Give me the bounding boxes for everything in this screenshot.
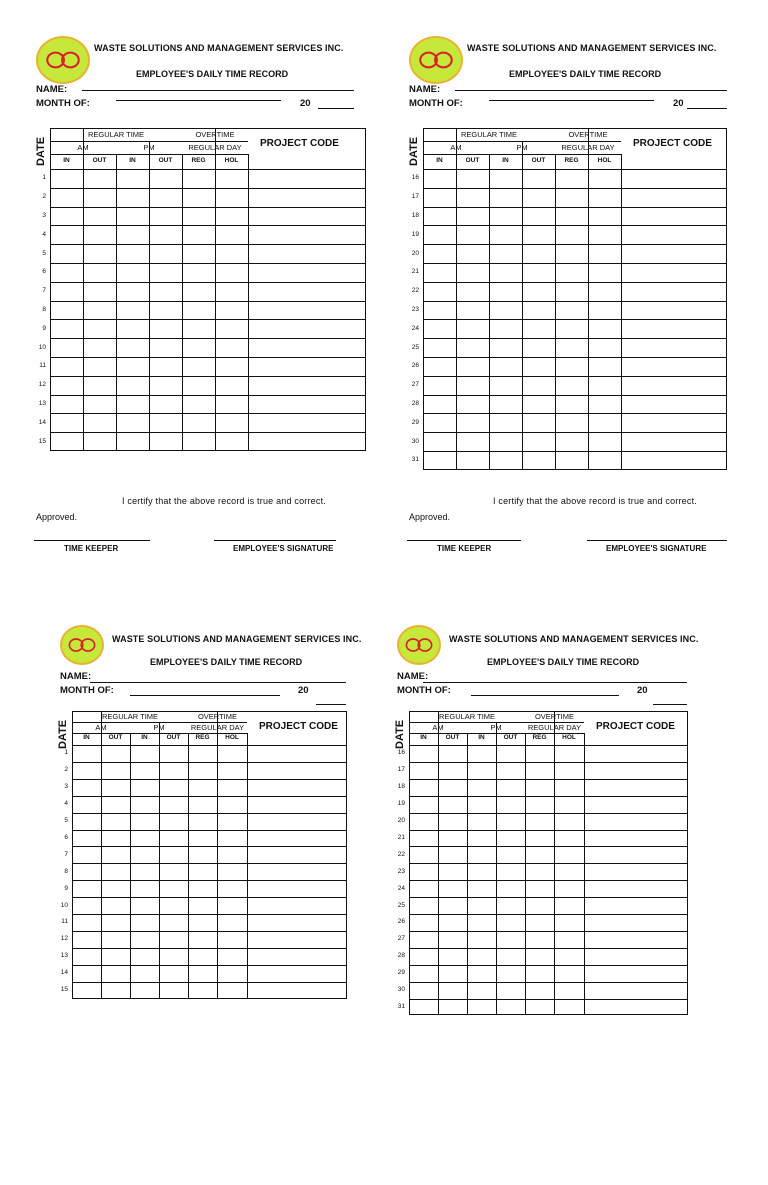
infinity-loops-icon	[62, 627, 102, 663]
employee-signature-label: EMPLOYEE'S SIGNATURE	[233, 544, 334, 553]
table-row-line	[50, 395, 366, 396]
company-name: WASTE SOLUTIONS AND MANAGEMENT SERVICES INC.	[449, 634, 699, 644]
day-number: 2	[42, 193, 46, 201]
year-prefix: 20	[298, 685, 309, 696]
form-title: EMPLOYEE'S DAILY TIME RECORD	[136, 69, 289, 79]
day-number: 19	[397, 800, 405, 808]
day-number: 25	[411, 343, 419, 351]
name-field[interactable]	[90, 682, 346, 683]
grid-column-line	[555, 154, 556, 470]
company-logo	[409, 36, 463, 84]
day-number: 3	[64, 783, 68, 791]
project-code-header: PROJECT CODE	[259, 721, 338, 732]
day-number: 28	[397, 952, 405, 960]
day-number: 18	[411, 212, 419, 219]
day-number: 6	[42, 268, 46, 276]
grid-column-line	[489, 154, 490, 470]
day-number: 8	[42, 306, 46, 313]
table-row-line	[72, 779, 347, 780]
month-label: MONTH OF:	[60, 685, 114, 696]
day-number: 30	[411, 437, 419, 445]
table-row-line	[50, 244, 366, 245]
pm-in-header: IN	[478, 734, 485, 741]
date-column-label: DATE	[57, 719, 69, 749]
am-out-header: OUT	[108, 734, 123, 741]
table-row-line	[50, 413, 366, 414]
name-label: NAME:	[36, 84, 68, 95]
project-code-header: PROJECT CODE	[596, 721, 675, 732]
time-grid	[50, 128, 366, 451]
regular-day-header: REGULAR DAY	[190, 722, 245, 732]
pm-out-header: OUT	[503, 734, 518, 741]
company-name: WASTE SOLUTIONS AND MANAGEMENT SERVICES INC.	[112, 634, 362, 644]
year-field[interactable]	[653, 704, 687, 705]
certification-statement: I certify that the above record is true and correct.	[122, 496, 326, 506]
certification-statement: I certify that the above record is true and correct.	[493, 496, 697, 506]
name-label: NAME:	[397, 671, 429, 682]
table-row-line	[72, 863, 347, 864]
pm-header: PM	[516, 142, 528, 152]
table-row-line	[423, 301, 727, 302]
time-record-card	[57, 625, 362, 1185]
grid-column-line	[188, 733, 189, 999]
table-row-line	[409, 846, 688, 847]
day-number: 10	[38, 343, 46, 351]
day-number: 20	[411, 249, 419, 257]
am-out-header: OUT	[445, 734, 460, 741]
overtime-header: OVERTIME	[195, 129, 235, 139]
am-header: AM	[450, 142, 462, 152]
day-number: 13	[38, 400, 46, 407]
day-number: 7	[64, 850, 68, 858]
am-header: AM	[77, 142, 89, 152]
table-row-line	[409, 982, 688, 983]
header-line	[423, 141, 621, 142]
table-row-line	[423, 338, 727, 339]
day-number: 17	[411, 193, 419, 201]
time-record-card	[394, 625, 699, 1185]
table-row-line	[409, 880, 688, 881]
regular-time-header: REGULAR TIME	[87, 129, 145, 139]
day-number: 26	[397, 918, 405, 926]
date-column-label: DATE	[35, 136, 47, 166]
table-row-line	[72, 965, 347, 966]
table-row-line	[72, 813, 347, 814]
regular-day-header: REGULAR DAY	[188, 142, 242, 152]
table-row-line	[409, 863, 688, 864]
day-number: 5	[42, 249, 46, 257]
project-code-header: PROJECT CODE	[633, 138, 712, 149]
month-field[interactable]	[116, 100, 281, 101]
month-field[interactable]	[130, 695, 280, 696]
table-row-line	[423, 263, 727, 264]
day-number: 20	[397, 817, 405, 825]
day-number: 27	[411, 381, 419, 389]
day-number: 22	[397, 850, 405, 858]
grid-column-line	[215, 128, 216, 451]
grid-column-line	[496, 722, 497, 1015]
header-line	[409, 745, 688, 746]
table-row-line	[423, 413, 727, 414]
month-field[interactable]	[471, 695, 619, 696]
table-row-line	[72, 948, 347, 949]
table-row-line	[409, 779, 688, 780]
day-number: 23	[411, 306, 419, 313]
pm-out-header: OUT	[166, 734, 181, 741]
day-number: 21	[411, 268, 419, 276]
header-line	[72, 733, 247, 734]
day-number: 6	[64, 833, 68, 841]
month-label: MONTH OF:	[397, 685, 451, 696]
year-field[interactable]	[318, 108, 354, 109]
table-row-line	[72, 846, 347, 847]
table-row-line	[50, 338, 366, 339]
am-out-header: OUT	[465, 156, 480, 164]
am-in-header: IN	[436, 156, 443, 164]
table-row-line	[409, 796, 688, 797]
company-logo	[36, 36, 90, 84]
day-number: 12	[38, 381, 46, 389]
name-field[interactable]	[423, 682, 687, 683]
year-prefix: 20	[637, 685, 648, 696]
day-number: 21	[397, 833, 405, 841]
month-field[interactable]	[489, 100, 654, 101]
name-label: NAME:	[409, 84, 441, 95]
table-row-line	[423, 432, 727, 433]
grid-column-line	[159, 722, 160, 999]
year-field[interactable]	[687, 108, 727, 109]
grid-column-line	[248, 154, 249, 451]
day-number: 23	[397, 867, 405, 875]
day-number: 10	[60, 901, 68, 909]
grid-column-line	[525, 733, 526, 1015]
regular-time-header: REGULAR TIME	[460, 129, 518, 139]
table-row-line	[423, 225, 727, 226]
day-number: 9	[42, 324, 46, 332]
am-in-header: IN	[83, 734, 90, 741]
day-number: 22	[411, 287, 419, 295]
date-column-label: DATE	[408, 136, 420, 166]
regular-day-header: REGULAR DAY	[527, 722, 582, 732]
day-number: 4	[42, 230, 46, 238]
day-number: 29	[397, 969, 405, 977]
time-record-card	[36, 36, 356, 596]
day-number: 17	[397, 766, 405, 774]
ot-hol-header: HOL	[562, 734, 576, 741]
time-record-card	[409, 36, 729, 596]
pm-in-header: IN	[141, 734, 148, 741]
company-logo	[397, 625, 441, 665]
infinity-loops-icon	[411, 38, 461, 82]
table-row-line	[72, 830, 347, 831]
table-row-line	[50, 357, 366, 358]
infinity-loops-icon	[38, 38, 88, 82]
grid-column-line	[522, 141, 523, 470]
table-row-line	[50, 301, 366, 302]
table-row-line	[409, 965, 688, 966]
approved-label: Approved.	[409, 512, 451, 522]
table-row-line	[423, 357, 727, 358]
header-line	[72, 745, 347, 746]
table-row-line	[72, 897, 347, 898]
header-line	[423, 154, 621, 155]
day-number: 13	[60, 952, 68, 960]
header-line	[423, 169, 727, 170]
grid-column-line	[467, 733, 468, 1015]
pm-header: PM	[153, 722, 165, 732]
day-number: 29	[411, 418, 419, 426]
table-row-line	[50, 263, 366, 264]
day-number: 11	[61, 918, 68, 926]
time-keeper-signature-line[interactable]	[34, 540, 150, 541]
day-number: 30	[397, 986, 405, 994]
grid-column-line	[456, 128, 457, 470]
pm-in-header: IN	[502, 156, 509, 164]
day-number: 2	[64, 766, 68, 774]
table-row-line	[72, 982, 347, 983]
grid-column-line	[83, 128, 84, 451]
table-row-line	[409, 931, 688, 932]
am-out-header: OUT	[92, 156, 107, 164]
ot-reg-header: REG	[195, 734, 210, 741]
day-number: 4	[64, 800, 68, 808]
table-row-line	[423, 282, 727, 283]
table-row-line	[50, 225, 366, 226]
table-row-line	[423, 376, 727, 377]
day-number: 31	[397, 1002, 405, 1010]
employee-signature-label: EMPLOYEE'S SIGNATURE	[606, 544, 707, 553]
grid-column-line	[584, 733, 585, 1015]
day-number: 16	[411, 174, 419, 182]
infinity-loops-icon	[399, 627, 439, 663]
grid-column-line	[182, 154, 183, 451]
day-number: 31	[411, 456, 419, 464]
day-number: 1	[42, 174, 46, 182]
header-line	[50, 141, 248, 142]
regular-time-header: REGULAR TIME	[101, 711, 159, 721]
time-grid	[72, 711, 347, 999]
form-title: EMPLOYEE'S DAILY TIME RECORD	[150, 657, 303, 667]
day-number: 28	[411, 400, 419, 407]
month-label: MONTH OF:	[409, 98, 463, 109]
table-row-line	[72, 880, 347, 881]
am-header: AM	[95, 722, 107, 732]
table-row-line	[423, 244, 727, 245]
table-row-line	[409, 897, 688, 898]
project-code-header: PROJECT CODE	[260, 138, 339, 149]
table-row-line	[423, 451, 727, 452]
name-field[interactable]	[82, 90, 354, 91]
year-prefix: 20	[300, 98, 311, 109]
employee-signature-line[interactable]	[587, 540, 727, 541]
regular-time-header: REGULAR TIME	[438, 711, 496, 721]
table-row-line	[409, 762, 688, 763]
grid-column-line	[116, 154, 117, 451]
day-number: 19	[411, 230, 419, 238]
day-number: 15	[60, 986, 68, 994]
day-number: 7	[42, 287, 46, 295]
table-row-line	[50, 319, 366, 320]
day-number: 12	[60, 935, 68, 943]
overtime-header: OVERTIME	[534, 711, 575, 721]
day-number: 14	[38, 418, 46, 426]
table-row-line	[423, 207, 727, 208]
ot-hol-header: HOL	[225, 734, 239, 741]
day-number: 18	[397, 783, 405, 791]
day-number: 3	[42, 212, 46, 219]
day-number: 11	[39, 362, 46, 370]
table-row-line	[409, 813, 688, 814]
day-number: 1	[64, 749, 68, 757]
grid-column-line	[247, 733, 248, 999]
table-row-line	[423, 395, 727, 396]
grid-column-line	[588, 128, 589, 470]
regular-day-header: REGULAR DAY	[561, 142, 615, 152]
pm-header: PM	[490, 722, 502, 732]
ot-reg-header: REG	[564, 156, 579, 164]
ot-reg-header: REG	[191, 156, 206, 164]
form-title: EMPLOYEE'S DAILY TIME RECORD	[487, 657, 640, 667]
header-line	[409, 733, 584, 734]
day-number: 8	[64, 867, 68, 875]
day-number: 24	[411, 324, 419, 332]
company-logo	[60, 625, 104, 665]
grid-column-line	[101, 711, 102, 999]
company-name: WASTE SOLUTIONS AND MANAGEMENT SERVICES INC.	[467, 43, 717, 53]
day-number: 5	[64, 817, 68, 825]
day-number: 25	[397, 901, 405, 909]
pm-out-header: OUT	[531, 156, 546, 164]
grid-column-line	[217, 711, 218, 999]
time-keeper-label: TIME KEEPER	[437, 544, 492, 553]
am-in-header: IN	[63, 156, 70, 164]
table-row-line	[72, 914, 347, 915]
day-number: 26	[411, 362, 419, 370]
table-row-line	[72, 796, 347, 797]
ot-reg-header: REG	[532, 734, 547, 741]
ot-hol-header: HOL	[597, 156, 612, 164]
table-row-line	[423, 319, 727, 320]
company-name: WASTE SOLUTIONS AND MANAGEMENT SERVICES INC.	[94, 43, 344, 53]
month-label: MONTH OF:	[36, 98, 90, 109]
pm-out-header: OUT	[158, 156, 173, 164]
form-title: EMPLOYEE'S DAILY TIME RECORD	[509, 69, 662, 79]
table-row-line	[50, 376, 366, 377]
overtime-header: OVERTIME	[197, 711, 238, 721]
table-row-line	[50, 188, 366, 189]
year-field[interactable]	[316, 704, 346, 705]
table-row-line	[50, 282, 366, 283]
header-line	[50, 154, 248, 155]
header-line	[50, 169, 366, 170]
table-row-line	[72, 931, 347, 932]
table-row-line	[409, 830, 688, 831]
table-row-line	[409, 948, 688, 949]
time-grid	[423, 128, 727, 470]
ot-hol-header: HOL	[224, 156, 239, 164]
approved-label: Approved.	[36, 512, 78, 522]
overtime-header: OVERTIME	[568, 129, 608, 139]
time-keeper-signature-line[interactable]	[407, 540, 521, 541]
table-row-line	[409, 999, 688, 1000]
day-number: 9	[64, 884, 68, 892]
name-label: NAME:	[60, 671, 92, 682]
grid-column-line	[130, 733, 131, 999]
am-header: AM	[432, 722, 444, 732]
table-row-line	[72, 762, 347, 763]
date-column-label: DATE	[394, 719, 406, 749]
am-in-header: IN	[420, 734, 427, 741]
table-row-line	[423, 188, 727, 189]
name-field[interactable]	[455, 90, 727, 91]
grid-column-line	[621, 154, 622, 470]
day-number: 24	[397, 884, 405, 892]
employee-signature-line[interactable]	[214, 540, 336, 541]
pm-header: PM	[143, 142, 155, 152]
pm-in-header: IN	[129, 156, 136, 164]
table-row-line	[409, 914, 688, 915]
table-row-line	[50, 432, 366, 433]
day-number: 16	[397, 749, 405, 757]
year-prefix: 20	[673, 98, 684, 109]
day-number: 27	[397, 935, 405, 943]
time-keeper-label: TIME KEEPER	[64, 544, 119, 553]
table-row-line	[50, 207, 366, 208]
day-number: 14	[60, 969, 68, 977]
day-number: 15	[38, 437, 46, 445]
